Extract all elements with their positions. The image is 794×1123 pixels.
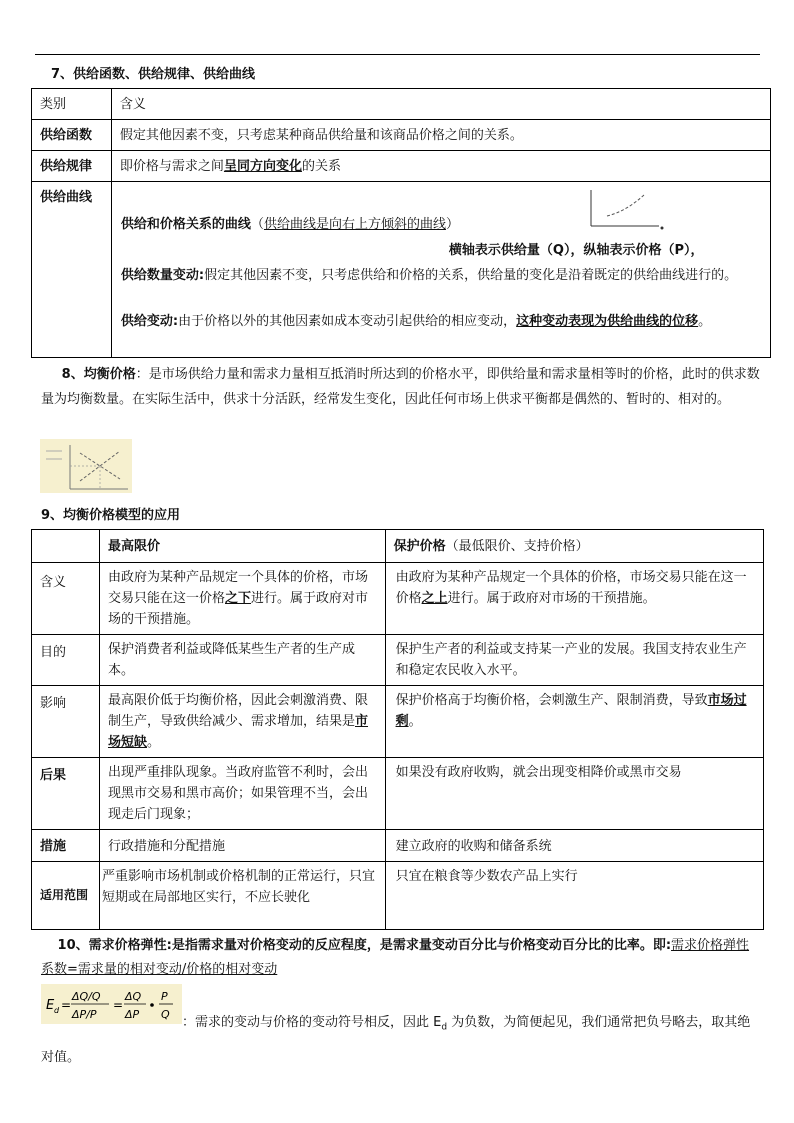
curve-line1-underlined: 供给曲线是向右上方倾斜的曲线 xyxy=(263,217,446,232)
ceiling-impact xyxy=(99,686,385,758)
row-content-supply-curve xyxy=(111,182,770,358)
row-label-purpose: 目的 xyxy=(32,635,100,686)
supply-law-strong: 呈同方向变化 xyxy=(223,159,302,174)
svg-text:Q: Q xyxy=(161,1008,170,1021)
section-10-text1: :是指需求量对价格变动的反应程度，是需求量变动百分比与价格变动百分比的比率。即: xyxy=(166,938,672,953)
section-10-paragraph xyxy=(41,934,761,982)
floor-consequence: 如果没有政府收购，就会出现变相降价或黑市交易 xyxy=(385,758,763,830)
floor-meaning xyxy=(385,563,763,635)
floor-impact-pre: 保护价格高于均衡价格，会刺激生产、限制消费，导致 xyxy=(395,693,708,708)
ceiling-meaning-post: 进行。属于政府对市场的干预措施。 xyxy=(107,591,369,627)
header-blank xyxy=(32,530,100,563)
section-7-title: 7、供给函数、供给规律、供给曲线 xyxy=(51,67,256,82)
floor-measures: 建立政府的收购和储备系统 xyxy=(385,830,763,862)
header-category: 类别 xyxy=(32,89,112,120)
svg-text:=: = xyxy=(61,998,72,1012)
row-label-measures: 措施 xyxy=(32,830,100,862)
floor-meaning-strong: 之上 xyxy=(421,591,448,606)
ceiling-consequence: 出现严重排队现象。当政府监管不利时，会出现黑市交易和黑市高价；如果管理不当，会出现走后门现象； xyxy=(99,758,385,830)
svg-text:=: = xyxy=(113,998,124,1012)
curve-line1-bold: 供给和价格关系的曲线 xyxy=(120,217,251,232)
formula-text2: 为负数，为简便起见，我们通常把负号略去，取其绝对值。 xyxy=(41,1015,751,1065)
supply-table xyxy=(31,88,771,358)
formula-explanation xyxy=(41,1008,761,1073)
price-control-table xyxy=(31,529,764,930)
section-9-title: 9、均衡价格模型的应用 xyxy=(41,508,181,523)
row-label-meaning: 含义 xyxy=(32,563,100,635)
row-label-supply-law: 供给规律 xyxy=(32,151,112,182)
curve-paren-open: （ xyxy=(250,217,264,232)
top-rule xyxy=(35,54,760,55)
ceiling-meaning xyxy=(99,563,385,635)
shift-strong: 这种变动表现为供给曲线的位移 xyxy=(516,314,699,329)
svg-text:ΔP: ΔP xyxy=(125,1008,140,1021)
supply-law-pre: 即价格与需求之间 xyxy=(119,159,224,174)
row-label-scope: 适用范围 xyxy=(32,862,100,930)
section-8-text: ：是市场供给力量和需求力量相互抵消时所达到的价格水平，即供给量和需求量相等时的价格，此时的供求数量为均衡数量。在实际生活中，供求十分活跃，经常发生变化，因此任何市场上供求平衡都是偶然的、暂时的、相对的。 xyxy=(41,367,760,407)
ceiling-impact-pre: 最高限价低于均衡价格，因此会刺激消费、限制生产，导致供给减少、需求增加，结果是 xyxy=(107,693,368,729)
section-10-underlined: 需求价格弹性系数=需求量的相对变动/价格的相对变动 xyxy=(41,938,750,977)
row-label-supply-curve: 供给曲线 xyxy=(32,182,112,358)
curve-shift xyxy=(121,310,763,333)
floor-scope: 只宜在粮食等少数农产品上实行 xyxy=(385,862,763,930)
section-8-paragraph xyxy=(41,362,761,412)
svg-text:E: E xyxy=(46,998,55,1013)
curve-line1 xyxy=(121,214,459,235)
header-price-floor-bold: 保护价格 xyxy=(393,539,446,554)
curve-paren-close: ） xyxy=(445,217,459,232)
svg-text:ΔQ/Q: ΔQ/Q xyxy=(72,990,101,1003)
header-price-floor xyxy=(385,530,763,563)
row-text-supply-law xyxy=(111,151,770,182)
floor-meaning-pre: 由政府为某种产品规定一个具体的价格，市场交易只能在这一价格 xyxy=(395,570,747,606)
row-label-consequence: 后果 xyxy=(32,758,100,830)
header-meaning: 含义 xyxy=(111,89,770,120)
section-10-title: 10、需求价格弹性 xyxy=(57,938,167,953)
curve-qty-change xyxy=(121,264,763,287)
supply-law-post: 的关系 xyxy=(301,159,341,174)
supply-curve-thumbnail xyxy=(587,186,677,236)
svg-text:ΔP/P: ΔP/P xyxy=(72,1008,97,1021)
floor-meaning-post: 进行。属于政府对市场的干预措施。 xyxy=(447,591,656,606)
formula-text: ：需求的变动与价格的变动符号相反，因此 E xyxy=(182,1015,442,1030)
qty-label: 供给数量变动: xyxy=(120,268,205,283)
svg-text:ΔQ: ΔQ xyxy=(125,990,142,1003)
floor-impact-strong: 市场过剩 xyxy=(395,693,747,729)
curve-axis-text: 横轴表示供给量（Q），纵轴表示价格（P）， xyxy=(448,243,704,258)
ceiling-measures: 行政措施和分配措施 xyxy=(99,830,385,862)
row-label-impact: 影响 xyxy=(32,686,100,758)
formula-sub: d xyxy=(441,1022,448,1033)
equilibrium-graph-thumbnail xyxy=(40,439,132,493)
section-8-title: 8、均衡价格 xyxy=(61,367,136,382)
ceiling-meaning-strong: 之下 xyxy=(225,591,252,606)
qty-text: 假定其他因素不变，只考虑供给和价格的关系，供给量的变化是沿着既定的供给曲线进行的。 xyxy=(204,268,738,283)
header-price-ceiling: 最高限价 xyxy=(99,530,385,563)
ceiling-meaning-pre: 由政府为某种产品规定一个具体的价格，市场交易只能在这一价格 xyxy=(107,570,368,606)
shift-end: 。 xyxy=(698,314,712,329)
ceiling-impact-post: 。 xyxy=(147,735,161,750)
floor-impact xyxy=(385,686,763,758)
floor-purpose: 保护生产者的利益或支持某一产业的发展。我国支持农业生产和稳定农民收入水平。 xyxy=(385,635,763,686)
ceiling-purpose: 保护消费者利益或降低某些生产者的生产成本。 xyxy=(99,635,385,686)
floor-impact-post: 。 xyxy=(408,714,422,729)
row-text-supply-function: 假定其他因素不变，只考虑某种商品供给量和该商品价格之间的关系。 xyxy=(111,120,770,151)
shift-text: 由于价格以外的其他因素如成本变动引起供给的相应变动， xyxy=(178,314,517,329)
svg-text:P: P xyxy=(161,990,168,1003)
ceiling-impact-strong: 市场短缺 xyxy=(107,714,369,750)
svg-text:d: d xyxy=(54,1006,60,1015)
row-label-supply-function: 供给函数 xyxy=(32,120,112,151)
shift-label: 供给变动: xyxy=(120,314,179,329)
header-price-floor-rest: （最低限价、支持价格） xyxy=(445,539,589,554)
ceiling-scope: 严重影响市场机制或价格机制的正常运行，只宜短期或在局部地区实行，不应长驶化 xyxy=(99,862,385,930)
